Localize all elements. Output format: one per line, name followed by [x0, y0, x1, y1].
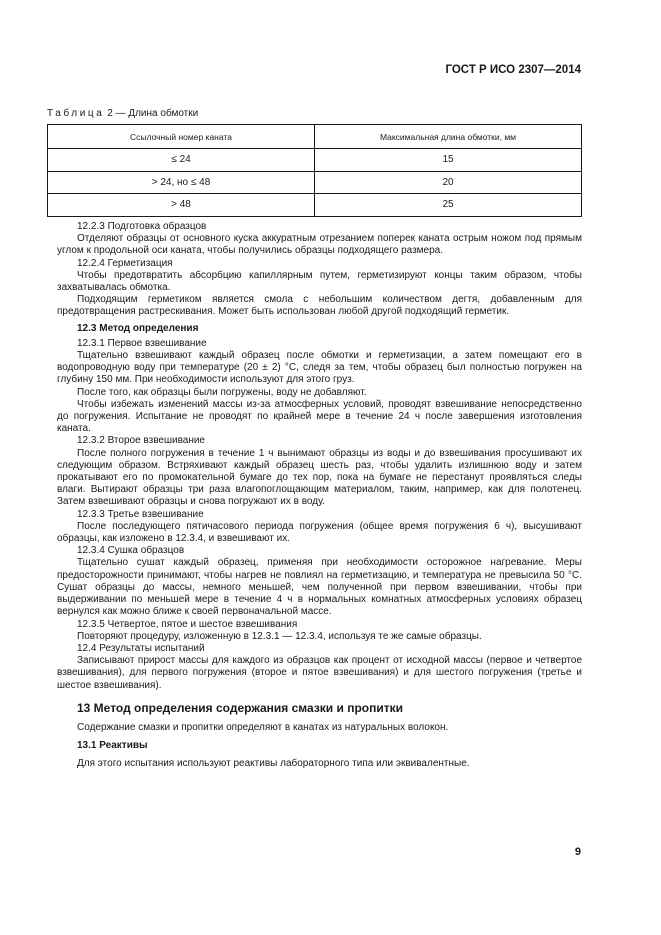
table-row — [48, 149, 582, 172]
table-cell: 25 — [315, 194, 582, 217]
table-cell: > 48 — [48, 194, 315, 217]
table-caption-number: 2 — [107, 108, 113, 119]
paragraph: Тщательно взвешивают каждый образец после обмотки и герметизации, а затем помещают его в водопроводную воду при температуре (20 ± 2) °С, следя за тем, чтобы образец был полностью погружен на глубину 150 мм. При необходимости используют для этого груз. — [57, 350, 582, 386]
section-heading: 13.1 Реактивы — [77, 740, 148, 752]
table-caption — [47, 108, 198, 119]
table-row — [48, 171, 582, 194]
table-cell: 15 — [315, 149, 582, 172]
paragraph: Для этого испытания используют реактивы лабораторного типа или эквивалентные. — [77, 758, 470, 770]
paragraph: Отделяют образцы от основного куска аккуратным отрезанием поперек каната острым ножом под прямым углом к продольной оси каната, чтобы получились образцы подходящего размера. — [57, 233, 582, 257]
document-body — [57, 221, 582, 771]
paragraph: После того, как образцы были погружены, воду не добавляют. — [77, 386, 367, 398]
subsection-title: 12.3.5 Четвертое, пятое и шестое взвешивания — [77, 618, 298, 630]
document-header: ГОСТ Р ИСО 2307—2014 — [445, 64, 581, 76]
winding-length-table — [47, 124, 582, 217]
paragraph: После последующего пятичасового периода погружения (общее время погружения 6 ч), высушивают образцы, как изложено в 12.3.4, и взвешивают их. — [57, 520, 582, 545]
paragraph: Чтобы избежать изменений массы из-за атмосферных условий, проводят взвешивание непосредственно до погружения. Испытание не проводят по крайней мере в течение 24 ч после завершения изготовления каната. — [57, 398, 582, 435]
subsection-title: 12.3.4 Сушка образцов — [77, 545, 185, 557]
paragraph: Чтобы предотвратить абсорбцию капиллярным путем, герметизируют концы таким образом, чтобы захватывалась обмотка. — [57, 269, 582, 294]
table-row — [48, 194, 582, 217]
paragraph: Содержание смазки и пропитки определяют в канатах из натуральных волокон. — [77, 721, 449, 733]
chapter-heading: 13 Метод определения содержания смазки и пропитки — [77, 700, 404, 715]
page-number: 9 — [574, 846, 581, 858]
table-cell: ≤ 24 — [48, 149, 315, 172]
subsection-title: 12.3.1 Первое взвешивание — [77, 337, 207, 349]
table-header-row — [48, 125, 582, 149]
subsection-title: 12.2.4 Герметизация — [77, 257, 173, 269]
table-header-cell: Максимальная длина обмотки, мм — [315, 125, 582, 149]
subsection-title: 12.4 Результаты испытаний — [77, 642, 205, 654]
paragraph: Тщательно сушат каждый образец, применяя при необходимости осторожное нагревание. Меры предосторожности принимают, чтобы нагрев не повлиял на герметизацию, и температура не превысила 50 °С. Сушат образцы до массы, немного меньшей, чем полученной при первом взвешивании, чтобы при выдерживании по меньшей мере в течение 4 ч в нормальных комнатных атмосферных условиях образец вернулся как можно ближе к своей первоначальной массе. — [57, 557, 582, 618]
table-cell: > 24, но ≤ 48 — [48, 171, 315, 194]
table-caption-title: — Длина обмотки — [115, 108, 199, 119]
paragraph: Записывают прирост массы для каждого из образцов как процент от исходной массы (первое и четвертое взвешивания), для первого погружения (второе и пятое взвешивания) и для шестого погружения (третье и шестое взвешивания). — [57, 655, 582, 691]
table-caption-word: Таблица — [47, 108, 105, 119]
subsection-title: 12.2.3 Подготовка образцов — [77, 221, 207, 232]
section-heading: 12.3 Метод определения — [77, 322, 199, 334]
table-header-cell: Ссылочный номер каната — [48, 125, 315, 149]
subsection-title: 12.3.2 Второе взвешивание — [77, 435, 205, 447]
paragraph: Повторяют процедуру, изложенную в 12.3.1 — 12.3.4, используя те же самые образцы. — [77, 630, 482, 642]
subsection-title: 12.3.3 Третье взвешивание — [77, 508, 204, 520]
table-cell: 20 — [315, 171, 582, 194]
paragraph: Подходящим герметиком является смола с небольшим количеством дегтя, добавленным для предотвращения растрескивания. Может быть использован любой другой подходящий герметик. — [57, 294, 582, 318]
paragraph: После полного погружения в течение 1 ч вынимают образцы из воды и до взвешивания просушивают их следующим образом. Встряхивают каждый образец шесть раз, чтобы удалить излишнюю воду и затем прокатывают его по промокательной бумаге до тех пор, пока на бумаге не перестанут проявляться следы влаги. Вытирают образцы три раза влагопоглощающим материалом, таким, например, как для полотенец. Затем взвешивают образцы и снова погружают их в воду. — [57, 447, 582, 508]
